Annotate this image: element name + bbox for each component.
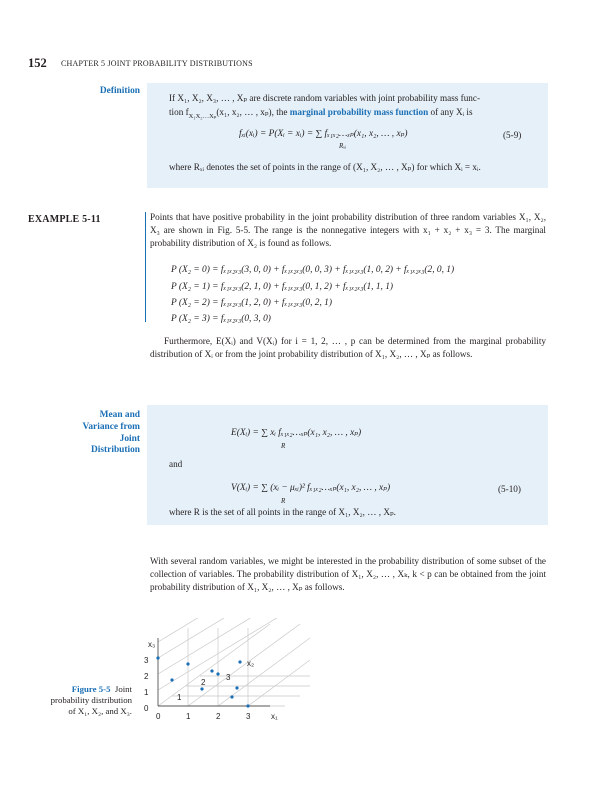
joint-distribution-plot <box>140 618 310 723</box>
and-text: and <box>169 459 183 469</box>
equation-x2-1: P (X₂ = 1) = fₓ₁ₓ₂ₓ₃(2, 1, 0) + fₓ₁ₓ₂ₓ₃(0, 1, 2) + fₓ₁ₓ₂ₓ₃(1, 1, 1) <box>171 282 394 292</box>
mean-variance-box <box>147 405 548 525</box>
variance-sum-index: R <box>281 497 286 505</box>
marginal-pmf-formula: fₓᵢ(xᵢ) = P(Xᵢ = xᵢ) = ∑ fₓ₁ₓ₂…ₓₚ(x₁, x₂, … , xₚ) <box>239 129 408 139</box>
variance-formula: V(Xᵢ) = ∑ (xᵢ − μₓᵢ)² fₓ₁ₓ₂…ₓₚ(x₁, x₂, … , xₚ) <box>231 483 391 493</box>
equation-x2-0: P (X₂ = 0) = fₓ₁ₓ₂ₓ₃(3, 0, 0) + fₓ₁ₓ₂ₓ₃(0, 0, 3) + fₓ₁ₓ₂ₓ₃(1, 0, 2) + fₓ₁ₓ₂ₓ₃(2, 0, 1) <box>171 265 455 275</box>
point-1-1-1 <box>200 687 203 690</box>
example-label: EXAMPLE 5-11 <box>28 214 101 225</box>
x3-tick-1: 1 <box>144 688 149 697</box>
figure-caption <box>40 684 132 717</box>
x1-tick-2: 2 <box>216 712 221 721</box>
variance-where: where R is the set of all points in the range of X₁, X₂, … , Xₚ. <box>169 507 396 517</box>
x3-tick-2: 2 <box>144 672 149 681</box>
figure-caption-2: probability distribution <box>50 695 132 705</box>
definition-label: Definition <box>99 86 140 96</box>
definition-where: where Rₓᵢ denotes the set of points in the range of (X₁, X₂, … , Xₚ) for which Xᵢ = xᵢ. <box>169 162 481 172</box>
marginal-pmf-term: marginal probability mass function <box>289 107 429 117</box>
example-rule <box>145 212 146 322</box>
point-3-0-0 <box>246 704 249 707</box>
figure-caption-3: of X₁, X₂, and X₃. <box>68 706 132 716</box>
axis-x3-label: x₃ <box>148 640 156 649</box>
mean-sum-index: R <box>281 442 286 450</box>
inner-label-3: 3 <box>226 673 231 682</box>
mean-variance-label-2: Variance from <box>82 421 140 432</box>
definition-line-2-b: (x₁, x₂, … , xₚ), the <box>216 107 290 117</box>
point-0-3-0 <box>238 660 241 663</box>
formula-sum-index: Rₓᵢ <box>339 142 347 150</box>
definition-line-2-a: tion f <box>169 107 189 117</box>
chapter-title: CHAPTER 5 JOINT PROBABILITY DISTRIBUTIONS <box>61 59 253 68</box>
point-0-2-1 <box>210 669 213 672</box>
point-2-0-1 <box>216 672 219 675</box>
equation-number-5-10: (5-10) <box>498 484 521 494</box>
mean-variance-label <box>50 410 140 457</box>
mean-variance-label-4: Distribution <box>91 445 140 456</box>
inner-label-2: 2 <box>201 678 206 687</box>
point-1-2-0 <box>235 686 238 689</box>
x3-tick-3: 3 <box>144 656 149 665</box>
x1-tick-3: 3 <box>246 712 251 721</box>
x3-tick-0: 0 <box>144 704 149 713</box>
definition-line-1: If X₁, X₂, X₃, … , Xₚ are discrete random variables with joint probability mass func- <box>169 93 481 103</box>
page-number: 152 <box>28 56 47 70</box>
mean-formula: E(Xᵢ) = ∑ xᵢ fₓ₁ₓ₂…ₓₚ(x₁, x₂, … , xₚ) <box>231 428 362 438</box>
equation-x2-2: P (X₂ = 2) = fₓ₁ₓ₂ₓ₃(1, 2, 0) + fₓ₁ₓ₂ₓ₃(0, 2, 1) <box>171 298 332 308</box>
definition-line-2: tion $f_{X_1X_2\dots X_p}(x_1$, x₂, … , xₚ), the marginal probability mass function of any Xᵢ is <box>169 107 473 120</box>
figure-caption-1: Joint <box>114 684 132 694</box>
x1-tick-0: 0 <box>156 712 161 721</box>
point-2-1-0 <box>230 695 233 698</box>
inner-label-1: 1 <box>177 693 182 702</box>
example-intro: Points that have positive probability in the joint probability distribution of three random variables X₁, X₂, X₃ are shown in Fig. 5-5. The range is the nonnegative integers with x₁ + x₂ + x₃ = 3. The marginal probability distribution of X₂ is found as follows. <box>150 212 546 248</box>
axis-x2-label: x₂ <box>247 659 255 668</box>
x1-tick-1: 1 <box>186 712 191 721</box>
point-0-1-2 <box>170 678 173 681</box>
subset-paragraph: With several random variables, we might be interested in the probability distribution of some subset of the collection of variables. The probability distribution of X₁, X₂, … , Xₖ, k < p can be obtained from the joint probability distribution of X₁, X₂, … , Xₚ as follows. <box>150 556 546 592</box>
equation-number-5-9: (5-9) <box>503 130 522 140</box>
point-1-0-2 <box>186 662 189 665</box>
definition-line-2-c: of any Xᵢ is <box>428 107 473 117</box>
example-followup: Furthermore, E(Xᵢ) and V(Xᵢ) for i = 1, 2, … , p can be determined from the marginal probability distribution of Xᵢ or from the joint probability distribution of X₁, X₂, … , Xₚ as follows. <box>150 336 546 359</box>
mean-variance-label-3: Joint <box>119 433 140 444</box>
definition-box <box>147 83 548 188</box>
mean-variance-label-1: Mean and <box>99 410 140 420</box>
equation-x2-3: P (X₂ = 3) = fₓ₁ₓ₂ₓ₃(0, 3, 0) <box>171 314 271 324</box>
figure-label: Figure 5-5 <box>71 684 111 694</box>
axis-x1-label: x₁ <box>271 712 278 721</box>
point-0-0-3 <box>156 656 159 659</box>
